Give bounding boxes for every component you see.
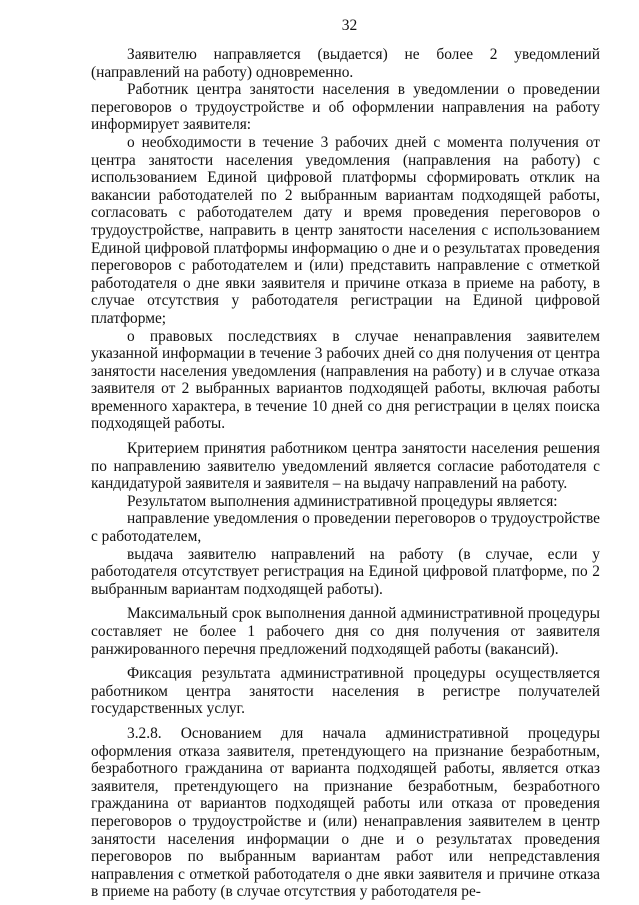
paragraph-max-duration: Максимальный срок выполнения данной административной процедуры составляет не более 1 рабочего дня со дня получения от заявителя ранжированного перечня предложений подходящей работы (вакансий). [91,605,600,658]
paragraph-result-heading: Результатом выполнения административной процедуры является: [127,492,558,510]
paragraph-notification-limit: Заявителю направляется (выдается) не более 2 уведомлений (направлений на работу) одновременно. [91,46,600,81]
paragraph-result-referral: выдача заявителю направлений на работу (в случае, если у работодателя отсутствует регистрация на Единой цифровой платформе, по 2 выбранным вариантам подходящей работы). [91,545,600,598]
page-number: 32 [341,17,358,34]
paragraph-three-day-obligation: о необходимости в течение 3 рабочих дней с момента получения от центра занятости населения уведомления (направления на работу) с использованием Единой цифровой платформы сформировать отклик на вакансии работодателей по 2 выбранным вариантам подходящей работы, согласовать с работодателем дату и время проведения переговоров о трудоустройстве, направить в центр занятости населения с использованием Единой цифровой платформы информацию о дне и о результатах проведения переговоров с работодателем и (или) представить направление с отметкой работодателя о дне явки заявителя и причине отказа в приеме на работу, в случае отсутствия у работодателя регистрации на Единой цифровой платформе; [91,133,600,327]
paragraph-informs-applicant: Работник центра занятости населения в уведомлении о проведении переговоров о трудоустройстве и об оформлении направления на работу информирует заявителя: [91,81,600,134]
paragraph-decision-criterion: Критерием принятия работником центра занятости населения решения по направлению заявителю уведомлений является согласие работодателя с кандидатурой заявителя и заявителя – на выдачу направлений на работу. [91,440,600,493]
paragraph-result-notification: направление уведомления о проведении переговоров о трудоустройстве с работодателем, [91,510,600,546]
paragraph-legal-consequences: о правовых последствиях в случае ненаправления заявителем указанной информации в течение 3 рабочих дней со дня получения от центра занятости населения уведомления (направления на работу) и в случае отказа заявителя от 2 выбранных вариантов подходящей работы, включая работы временного характера, в течение 10 дней со дня регистрации в целях поиска подходящей работы. [91,327,600,433]
paragraph-result-fixation: Фиксация результата административной процедуры осуществляется работником центра занятости населения в регистре получателей государственных услуг. [91,665,600,718]
paragraph-section-3-2-8: 3.2.8. Основанием для начала административной процедуры оформления отказа заявителя, претендующего на признание безработным, безработного гражданина от варианта подходящей работы, является отказ заявителя, претендующего на признание безработным, безработного гражданина от вариантов подходящей работы или отказа от проведения переговоров о трудоустройстве и (или) ненаправления заявителем в центр занятости населения информации о дне и о результатах проведения переговоров по выбранным вариантам работ или непредставления направления с отметкой работодателя о дне явки заявителя и причине отказа в приеме на работу (в случае отсутствия у работодателя ре- [91,724,600,901]
